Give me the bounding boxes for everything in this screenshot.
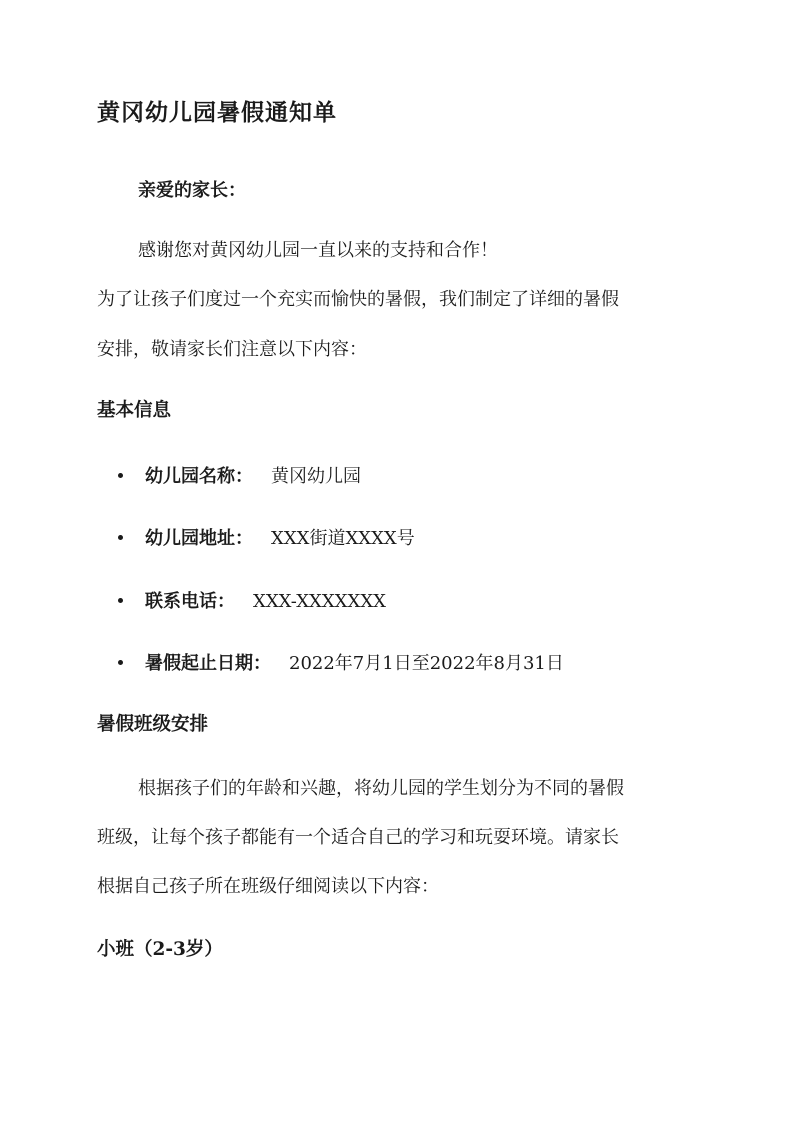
basic-info-heading: 基本信息	[97, 400, 172, 421]
intro-line-3: 安排，敬请家长们注意以下内容：	[97, 339, 367, 360]
info-item-dates	[118, 649, 564, 675]
bullet-icon	[118, 660, 123, 665]
info-item-kindergarten-name	[118, 462, 361, 488]
greeting: 亲爱的家长：	[138, 180, 246, 201]
info-value: XXX-XXXXXXX	[253, 591, 386, 612]
info-item-phone	[118, 587, 386, 613]
info-value: 黄冈幼儿园	[271, 466, 361, 487]
info-item-address	[118, 524, 415, 550]
info-value: 2022年7月1日至2022年8月31日	[289, 653, 564, 674]
bullet-icon	[118, 535, 123, 540]
bullet-icon	[118, 473, 123, 478]
intro-line-2: 为了让孩子们度过一个充实而愉快的暑假，我们制定了详细的暑假	[97, 289, 619, 310]
info-label: 幼儿园地址：	[145, 528, 253, 549]
info-label: 暑假起止日期：	[145, 653, 271, 674]
class-arrangement-line-2: 班级，让每个孩子都能有一个适合自己的学习和玩耍环境。请家长	[97, 827, 619, 848]
intro-line-1: 感谢您对黄冈幼儿园一直以来的支持和合作！	[138, 240, 498, 261]
info-label: 联系电话：	[145, 591, 235, 612]
class-arrangement-heading: 暑假班级安排	[97, 714, 209, 735]
info-value: XXX街道XXXX号	[271, 528, 415, 549]
small-class-heading: 小班（2-3岁）	[97, 939, 223, 960]
document-title: 黄冈幼儿园暑假通知单	[97, 99, 337, 126]
class-arrangement-line-1: 根据孩子们的年龄和兴趣，将幼儿园的学生划分为不同的暑假	[138, 778, 624, 799]
info-label: 幼儿园名称：	[145, 466, 253, 487]
class-arrangement-line-3: 根据自己孩子所在班级仔细阅读以下内容：	[97, 876, 439, 897]
bullet-icon	[118, 598, 123, 603]
